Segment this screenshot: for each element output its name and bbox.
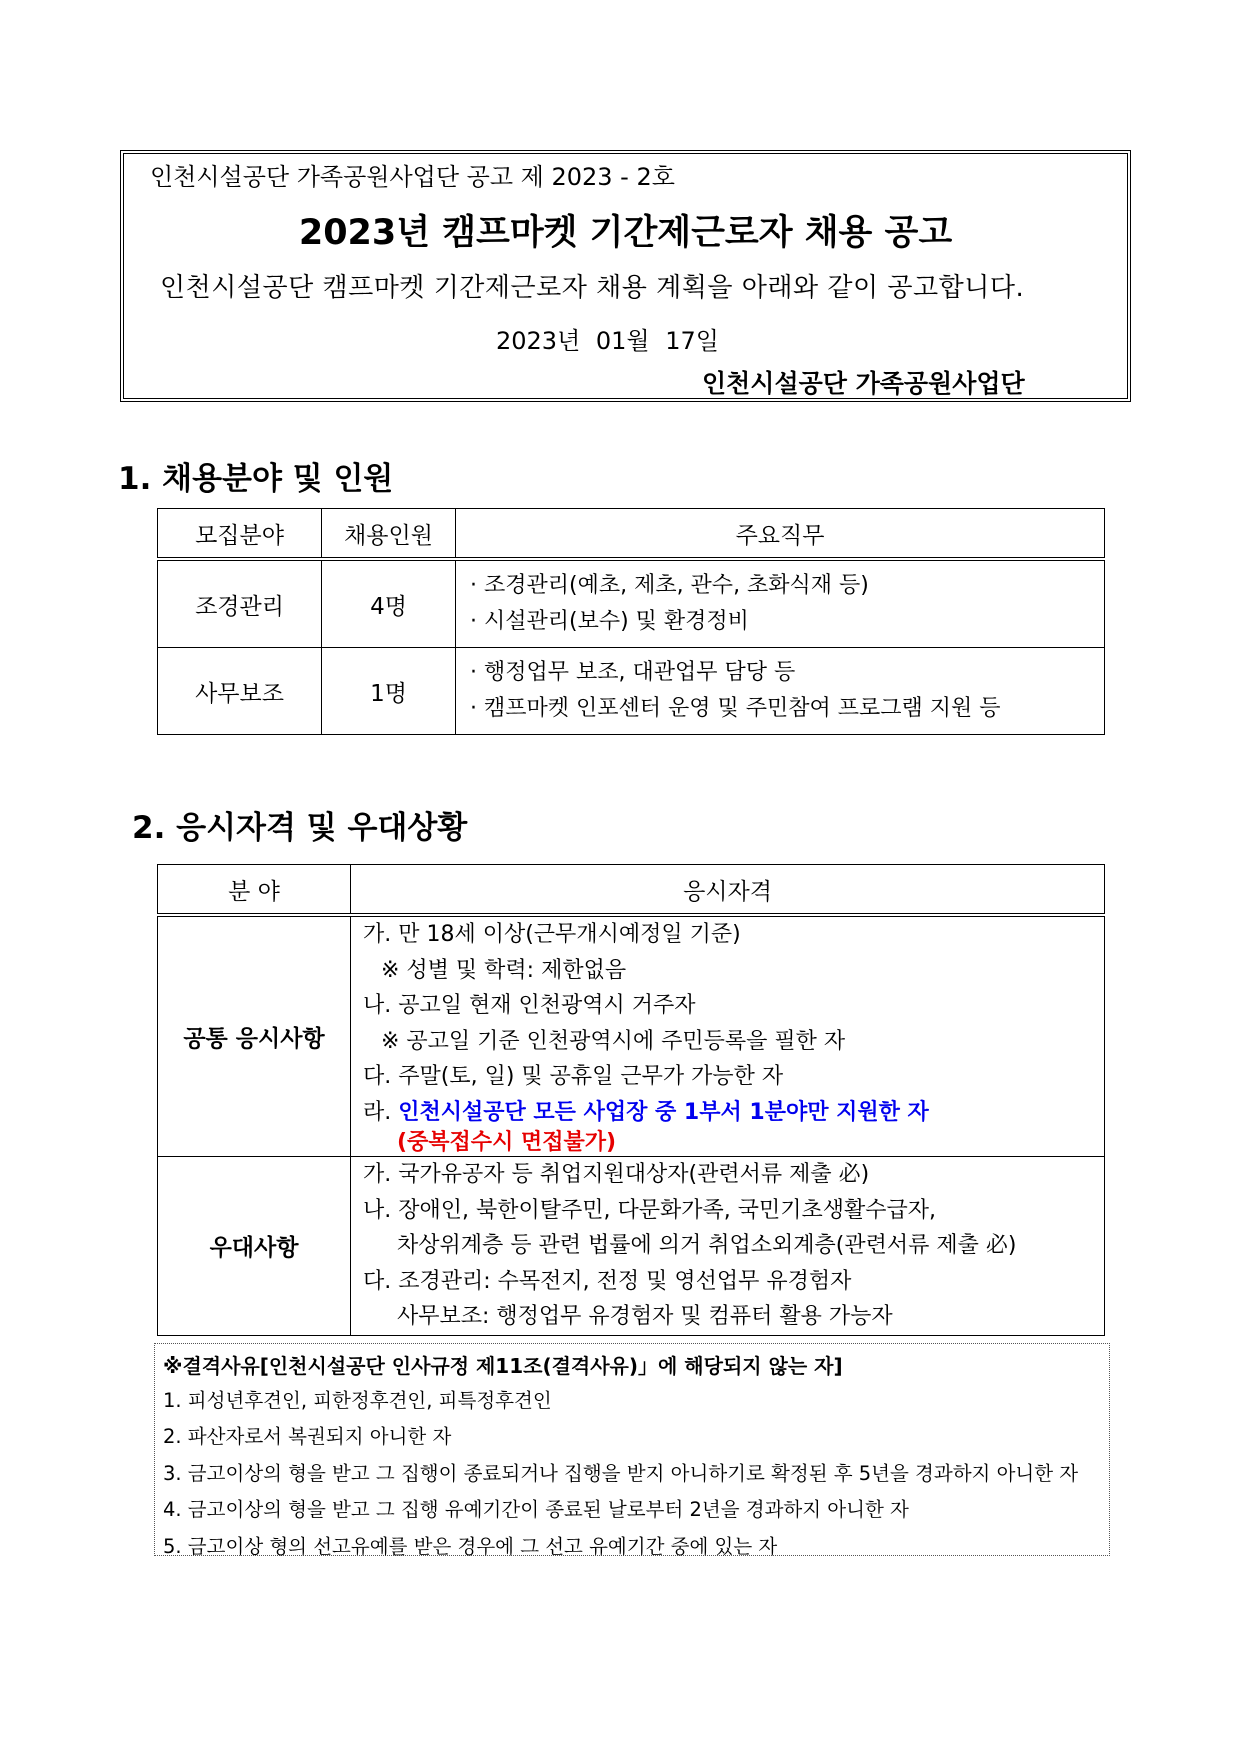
- section1-title: 1. 채용분야 및 인원: [118, 461, 394, 497]
- duties-cell: [456, 648, 1105, 735]
- col-header-field: 모집분야: [158, 509, 322, 560]
- count-cell: 1명: [322, 648, 456, 735]
- field-cell: 조경관리: [158, 559, 322, 648]
- warning-text: (중복접수시 면접불가): [397, 1130, 617, 1155]
- list-item: 2. 파산자로서 복권되지 아니한 자: [163, 1425, 452, 1448]
- duty-line: · 캠프마켓 인포센터 운영 및 주민참여 프로그램 지원 등: [470, 696, 1001, 721]
- qual-line: 가. 국가유공자 등 취업지원대상자(관련서류 제출 必): [363, 1162, 870, 1187]
- disqualification-title: ※결격사유[인천시설공단 인사규정 제11조(결격사유)」에 해당되지 않는 자]: [163, 1354, 843, 1378]
- common-cell: [351, 915, 1105, 1157]
- col-header-duties: 주요직무: [456, 509, 1105, 560]
- duty-line: · 조경관리(예초, 제초, 관수, 초화식재 등): [470, 573, 869, 598]
- list-item: 5. 금고이상 형의 선고유예를 받은 경우에 그 선고 유예기간 중에 있는 자: [163, 1535, 778, 1558]
- qual-line: 나. 장애인, 북한이탈주민, 다문화가족, 국민기초생활수급자,: [363, 1197, 936, 1223]
- table-header-row: [158, 865, 1105, 916]
- qual-line: 다. 주말(토, 일) 및 공휴일 근무가 가능한 자: [363, 1064, 784, 1089]
- common-label: 공통 응시사항: [158, 915, 351, 1157]
- duty-line: · 시설관리(보수) 및 환경정비: [470, 609, 749, 634]
- table-row: [158, 1157, 1105, 1336]
- table-row: [158, 559, 1105, 648]
- qual-line: ※ 공고일 기준 인천광역시에 주민등록을 필한 자: [381, 1028, 846, 1054]
- preferred-label: 우대사항: [158, 1157, 351, 1336]
- field-cell: 사무보조: [158, 648, 322, 735]
- qualification-table: [157, 864, 1105, 1336]
- page-title: 2023년 캠프마켓 기간제근로자 채용 공고: [298, 213, 953, 253]
- qual-line: 다. 조경관리: 수목전지, 전정 및 영선업무 유경험자: [363, 1268, 852, 1294]
- table-row: [158, 915, 1105, 1157]
- issuing-org: 인천시설공단 가족공원사업단: [702, 369, 1025, 398]
- qual-line: 사무보조: 행정업무 유경험자 및 컴퓨터 활용 가능자: [397, 1304, 893, 1329]
- table-header-row: [158, 509, 1105, 560]
- col-header-qualification: 응시자격: [351, 865, 1105, 916]
- notice-date: 2023년 01월 17일: [496, 327, 719, 355]
- preferred-cell: [351, 1157, 1105, 1336]
- qual-line: [363, 1095, 1104, 1131]
- item-prefix: 라.: [363, 1099, 392, 1125]
- section2-title: 2. 응시자격 및 우대상황: [132, 810, 468, 846]
- qual-line: 차상위계층 등 관련 법률에 의거 취업소외계층(관련서류 제출 必): [397, 1233, 1017, 1258]
- intro-text: 인천시설공단 캠프마켓 기간제근로자 채용 계획을 아래와 같이 공고합니다.: [160, 273, 1025, 303]
- recruitment-table: [157, 508, 1105, 735]
- list-item: 3. 금고이상의 형을 받고 그 집행이 종료되거나 집행을 받지 아니하기로 확정된 후 5년을 경과하지 아니한 자: [163, 1462, 1079, 1485]
- notice-number: 인천시설공단 가족공원사업단 공고 제 2023 - 2호: [150, 163, 675, 191]
- qual-line: 나. 공고일 현재 인천광역시 거주자: [363, 993, 696, 1018]
- count-cell: 4명: [322, 559, 456, 648]
- col-header-area: 분 야: [158, 865, 351, 916]
- qual-line: 가. 만 18세 이상(근무개시예정일 기준): [363, 922, 741, 947]
- list-item: 1. 피성년후견인, 피한정후견인, 피특정후견인: [163, 1389, 552, 1412]
- list-item: 4. 금고이상의 형을 받고 그 집행 유예기간이 종료된 날로부터 2년을 경과하지 아니한 자: [163, 1498, 909, 1521]
- table-row: [158, 648, 1105, 735]
- duty-line: · 행정업무 보조, 대관업무 담당 등: [470, 660, 796, 685]
- duties-cell: [456, 559, 1105, 648]
- highlight-text: 인천시설공단 모든 사업장 중 1부서 1분야만 지원한 자: [398, 1099, 929, 1125]
- qual-line: ※ 성별 및 학력: 제한없음: [381, 957, 627, 983]
- col-header-count: 채용인원: [322, 509, 456, 560]
